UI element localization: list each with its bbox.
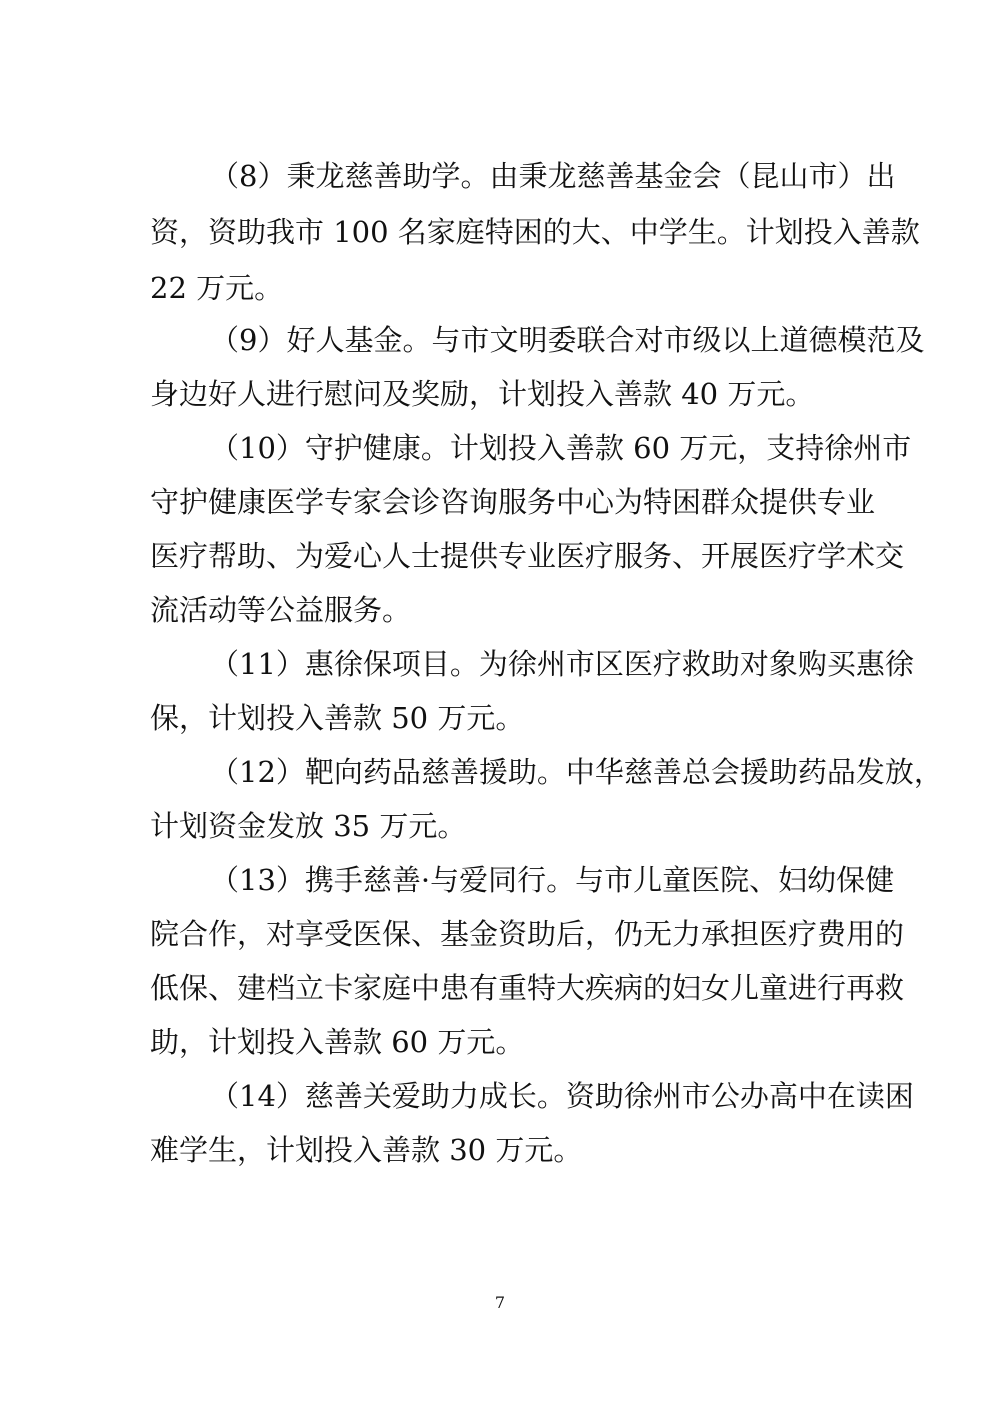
paragraph-14-line-1: （14）慈善关爱助力成长。资助徐州市公办高中在读困 (210, 1079, 914, 1113)
paragraph-13-line-3: 低保、建档立卡家庭中患有重特大疾病的妇女儿童进行再救 (150, 971, 905, 1005)
paragraph-13-line-4: 助，计划投入善款 60 万元。 (150, 1025, 525, 1059)
paragraph-8-line-2: 资，资助我市 100 名家庭特困的大、中学生。计划投入善款 (150, 215, 920, 249)
paragraph-12-line-1: （12）靶向药品慈善援助。中华慈善总会援助药品发放， (210, 755, 943, 789)
paragraph-10-line-1: （10）守护健康。计划投入善款 60 万元，支持徐州市 (210, 431, 912, 465)
paragraph-10-line-3: 医疗帮助、为爱心人士提供专业医疗服务、开展医疗学术交 (150, 539, 905, 573)
page-number: 7 (494, 1293, 506, 1312)
paragraph-9-line-1: （9）好人基金。与市文明委联合对市级以上道德模范及 (210, 323, 925, 357)
paragraph-13-line-2: 院合作，对享受医保、基金资助后，仍无力承担医疗费用的 (150, 917, 905, 951)
paragraph-13-line-1: （13）携手慈善·与爱同行。与市儿童医院、妇幼保健 (210, 863, 895, 897)
paragraph-8-line-1: （8）秉龙慈善助学。由秉龙慈善基金会（昆山市）出 (210, 159, 896, 193)
paragraph-10-line-2: 守护健康医学专家会诊咨询服务中心为特困群众提供专业 (150, 485, 876, 519)
paragraph-12-line-2: 计划资金发放 35 万元。 (150, 809, 467, 843)
paragraph-11-line-1: （11）惠徐保项目。为徐州市区医疗救助对象购买惠徐 (210, 647, 914, 681)
paragraph-8-line-3: 22 万元。 (150, 271, 284, 305)
paragraph-10-line-4: 流活动等公益服务。 (150, 593, 412, 627)
paragraph-14-line-2: 难学生，计划投入善款 30 万元。 (150, 1133, 583, 1167)
paragraph-11-line-2: 保，计划投入善款 50 万元。 (150, 701, 525, 735)
paragraph-9-line-2: 身边好人进行慰问及奖励，计划投入善款 40 万元。 (150, 377, 815, 411)
